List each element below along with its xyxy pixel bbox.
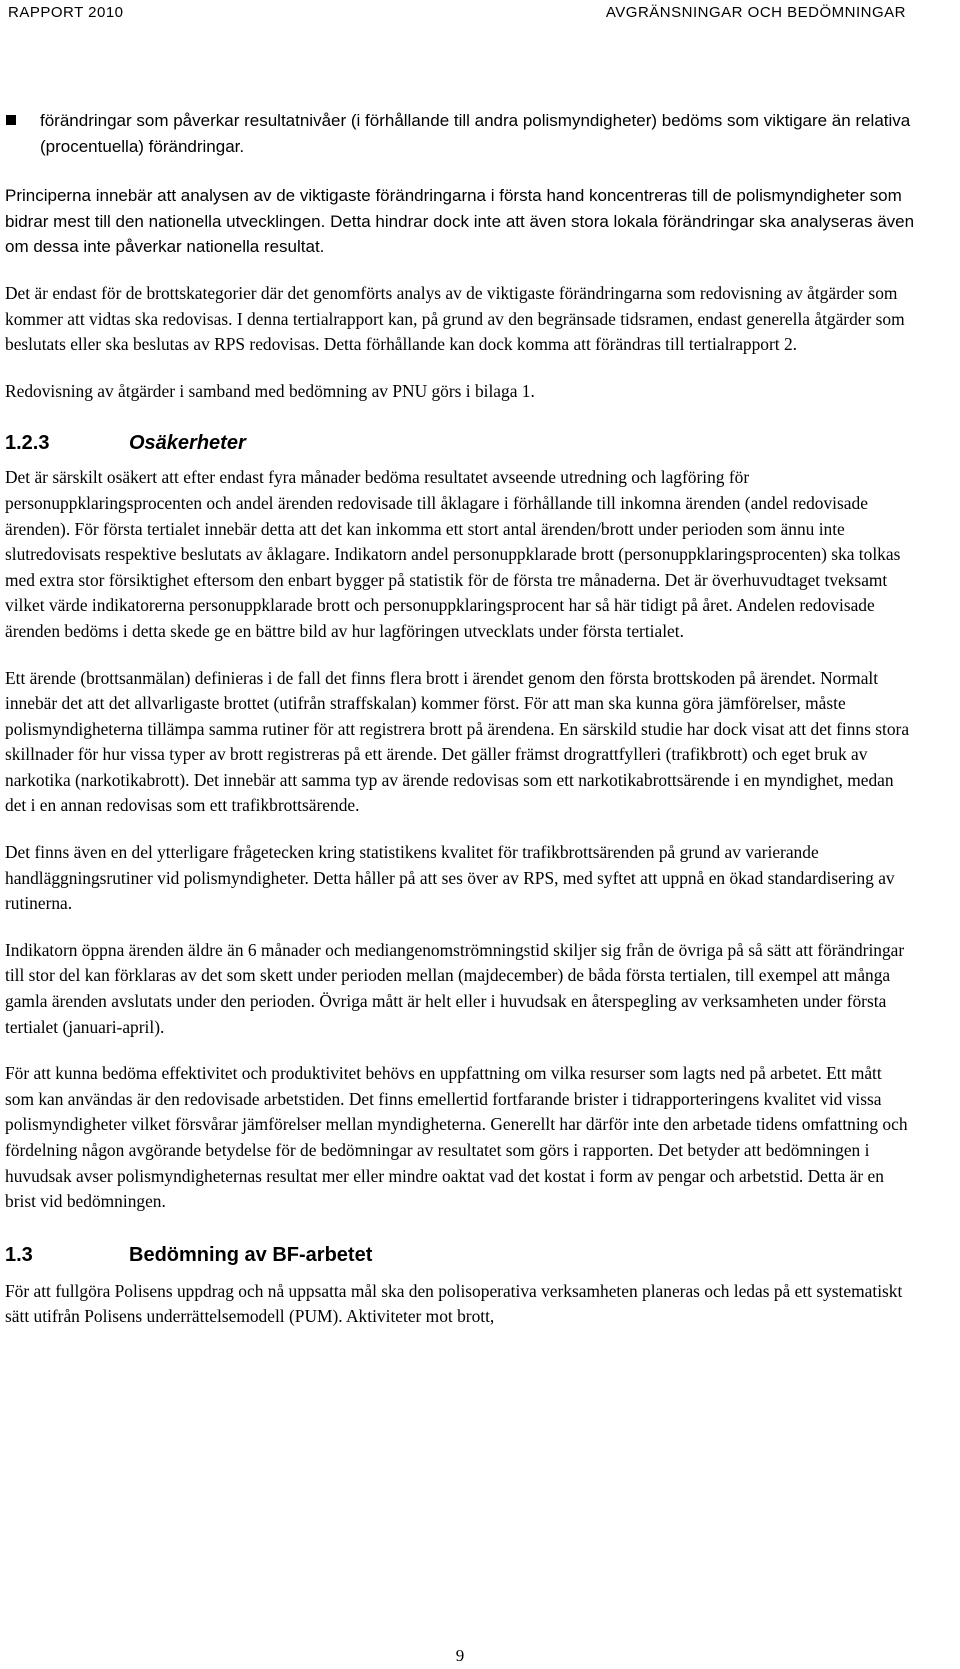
paragraph: Principerna innebär att analysen av de viktigaste förändringarna i första hand koncentreras till de polismyndigheter som bidrar mest till den nationella utvecklingen. Detta hindrar dock inte att även stora lokala förändringar ska analyseras även om dessa inte påverkar nationella resultat. (5, 186, 915, 257)
section-number: 1.3 (5, 1243, 33, 1266)
page-header (8, 4, 906, 28)
paragraph: Indikatorn öppna ärenden äldre än 6 månader och mediangenomströmningstid skiljer sig från de övriga på så sätt att förändringar till stor del kan förklaras av det som skett under perioden mellan (majdecember) de båda första tertialen, till exempel att många gamla ärenden avslutats under den perioden. Övriga mått är helt eller i huvudsak en återspegling av verksamheten under första tertialet (januari-april). (5, 939, 905, 1037)
paragraph: Det finns även en del ytterligare frågetecken kring statistikens kvalitet för trafikbrottsärenden på grund av varierande handläggningsrutiner vid polismyndigheter. Detta håller på att ses över av RPS, med syftet att uppnå en ökad standardisering av rutinerna. (5, 842, 895, 914)
paragraph: För att kunna bedöma effektivitet och produktivitet behövs en uppfattning om vilka resurser som lagts ned på arbetet. Ett mått som kan användas är den redovisade arbetstiden. Det finns emellertid fortfarande brister i tidrapporteringens kvalitet vid vissa polismyndigheter vilket försvårar jämförelser mellan myndigheterna. Generellt har därför inte den arbetade tidens omfattning och fördelning någon avgörande betydelse för de bedömningar av resultatet som görs i rapporten. Det betyder att bedömningen i huvudsak avser polismyndigheternas resultat mer eller mindre oaktat vad det kostat i form av pengar och arbetstid. Detta är en brist vid bedömningen. (5, 1063, 908, 1212)
header-chapter-title: AVGRÄNSNINGAR OCH BEDÖMNINGAR (605, 4, 906, 21)
section-heading-1-3 (5, 1243, 915, 1269)
paragraph: Redovisning av åtgärder i samband med bedömning av PNU görs i bilaga 1. (5, 380, 535, 401)
paragraph: Ett ärende (brottsanmälan) definieras i de fall det finns flera brott i ärendet genom den första brottskoden på ärendet. Normalt innebär det att det allvarligaste brottet (utifrån straffskalan) kommer först. För att man ska kunna göra jämförelser, måste polismyndigheterna tillämpa samma rutiner för att registrera brott på ärendena. En särskild studie har dock visat att det finns stora skillnader för hur vissa typer av brott registreras på ett ärende. Det gäller främst drograttfylleri (trafikbrott) och eget bruk av narkotika (narkotikabrott). Det innebär att samma typ av ärende redovisas som ett narkotikabrottsärende i en myndighet, medan det i en annan redovisas som ett trafikbrottsärende. (5, 667, 910, 816)
paragraph: Det är endast för de brottskategorier där det genomförts analys av de viktigaste förändringarna som redovisning av åtgärder som kommer att vidtas ska redovisas. I denna tertialrapport kan, på grund av den begränsade tidsramen, endast generella åtgärder som beslutats eller ska beslutas av RPS redovisas. Detta förhållande kan dock komma att förändras till tertialrapport 2. (5, 282, 905, 355)
document-body (5, 108, 915, 1351)
paragraph: För att fullgöra Polisens uppdrag och nå uppsatta mål ska den polisoperativa verksamheten planeras och ledas på ett systematiskt sätt utifrån Polisens underrättelsemodell (PUM). Aktiviteter mot brott, (5, 1280, 903, 1327)
section-heading-1-2-3 (5, 431, 915, 457)
bullet-text: förändringar som påverkar resultatnivåer (i förhållande till andra polismyndigheter) bedöms som viktigare än relativa (procentuella) förändringar. (40, 111, 911, 156)
section-title: Bedömning av BF-arbetet (129, 1243, 373, 1266)
bullet-item (5, 108, 915, 159)
section-number: 1.2.3 (5, 432, 50, 455)
header-report-title: RAPPORT 2010 (8, 4, 124, 21)
paragraph: Det är särskilt osäkert att efter endast fyra månader bedöma resultatet avseende utredning och lagföring för personuppklaringsprocenten och andel ärenden redovisade till åklagare i förhållande till inkomna ärenden (andel redovisade ärenden). För första tertialet innebär detta att det kan inkomma ett stort antal ärenden/brott under perioden som ännu inte slutredovisats respektive beslutats av åklagare. Indikatorn andel personuppklarade brott (personuppklaringsprocenten) ska tolkas med extra stor försiktighet eftersom den enbart bygger på statistik för de första tre månaderna. Det är överhuvudtaget tveksamt vilket värde indikatorerna personuppklarade brott och personuppklaringsprocent har så här tidigt på året. Andelen redovisade ärenden bedöms i detta skede ge en bättre bild av hur lagföringen utvecklats under första tertialet. (5, 467, 901, 641)
page-number: 9 (455, 1646, 465, 1665)
section-title: Osäkerheter (129, 432, 246, 455)
square-bullet-icon (6, 115, 16, 125)
